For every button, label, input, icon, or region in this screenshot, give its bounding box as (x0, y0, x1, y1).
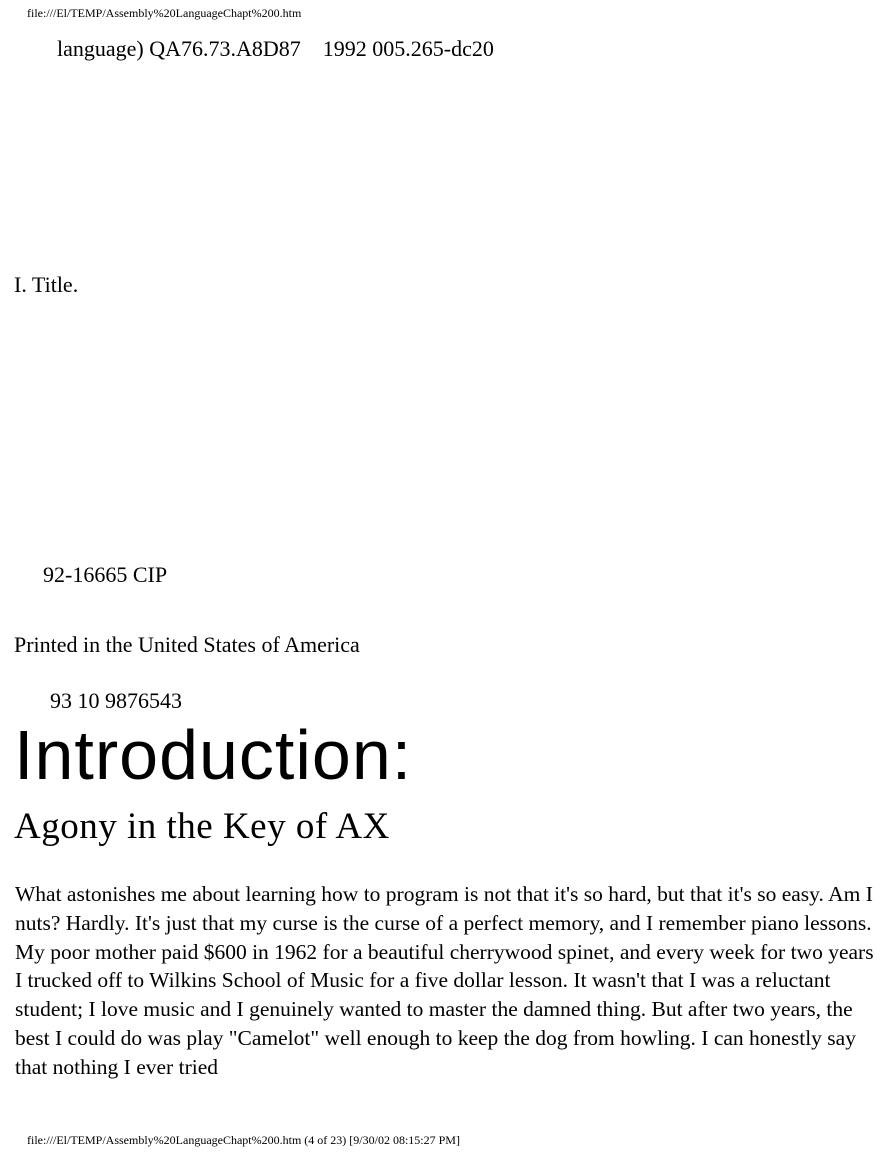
cip-title-line: I. Title. (14, 272, 79, 297)
header-file-url: file:///El/TEMP/Assembly%20LanguageChapt%200.htm (27, 6, 302, 20)
footer-file-info: file:///El/TEMP/Assembly%20LanguageChapt%200.htm (4 of 23) [9/30/02 08:15:27 PM] (27, 1133, 460, 1147)
print-line: 93 10 9876543 (50, 688, 182, 713)
chapter-heading: Introduction: (14, 716, 413, 794)
chapter-subheading: Agony in the Key of AX (14, 806, 390, 847)
cip-call-number: language) QA76.73.A8D87 1992 005.265-dc20 (57, 36, 494, 61)
printed-in-line: Printed in the United States of America (14, 632, 360, 657)
chapter-body-paragraph: What astonishes me about learning how to program is not that it's so hard, but that it's so easy. Am I nuts? Hardly. It's just that my curse is the curse of a perfect memory, and I remember piano lessons. My poor mother paid $600 in 1962 for a beautiful cherrywood spinet, and every week for two years I trucked off to Wilkins School of Music for a five dollar lesson. It wasn't that I was a reluctant student; I love music and I genuinely wanted to master the damned thing. But after two years, the best I could do was play "Camelot" well enough to keep the dog from howling. I can honestly say that nothing I ever tried (15, 882, 874, 1079)
cip-number: 92-16665 CIP (43, 562, 168, 587)
